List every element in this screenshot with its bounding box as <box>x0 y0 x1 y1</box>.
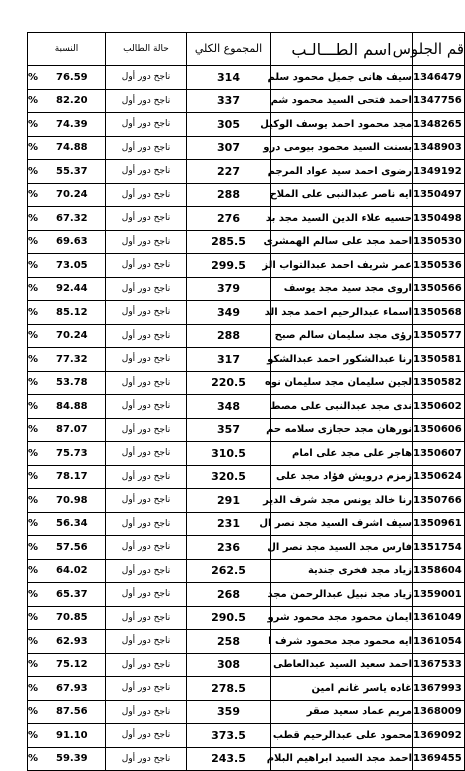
status-cell: ناجح دور أول <box>106 700 187 724</box>
percent-value: 73.05 <box>56 259 88 271</box>
student-name-cell: احمد مجد السيد ابراهيم البلام <box>271 747 413 771</box>
percent-value: 74.88 <box>56 142 88 154</box>
total-score-cell: 236 <box>187 536 271 560</box>
status-cell: ناجح دور أول <box>106 301 187 325</box>
percent-sign: % <box>28 95 39 107</box>
percent-value: 59.39 <box>56 753 88 765</box>
percent-sign: % <box>28 424 39 436</box>
percent-value: 92.44 <box>56 283 88 295</box>
student-name-cell: مريم عماد سعيد صقر <box>271 700 413 724</box>
student-name-cell: مجد محمود احمد يوسف الوكيل <box>271 113 413 137</box>
seat-number-cell: 1346479 <box>413 66 465 90</box>
seat-number-cell: 1350602 <box>413 395 465 419</box>
total-score-cell: 227 <box>187 160 271 184</box>
percent-value: 64.02 <box>56 565 88 577</box>
status-cell: ناجح دور أول <box>106 559 187 583</box>
student-name-cell: احمد فتحى السيد محمود شم <box>271 89 413 113</box>
status-cell: ناجح دور أول <box>106 747 187 771</box>
total-score-cell: 373.5 <box>187 724 271 748</box>
percent-cell <box>28 677 106 701</box>
percent-sign: % <box>28 565 39 577</box>
total-score-cell: 379 <box>187 277 271 301</box>
percent-value: 55.37 <box>56 165 88 177</box>
seat-number-cell: 1350624 <box>413 465 465 489</box>
percent-cell <box>28 207 106 231</box>
status-cell: ناجح دور أول <box>106 442 187 466</box>
table-row <box>28 606 465 630</box>
table-row <box>28 136 465 160</box>
total-score-cell: 268 <box>187 583 271 607</box>
table-row <box>28 559 465 583</box>
table-row <box>28 465 465 489</box>
table-row <box>28 724 465 748</box>
student-name-cell: نورهان مجد حجازى سلامه حم <box>271 418 413 442</box>
percent-sign: % <box>28 659 39 671</box>
status-cell: ناجح دور أول <box>106 536 187 560</box>
table-row <box>28 301 465 325</box>
table-row <box>28 630 465 654</box>
percent-value: 91.10 <box>56 729 88 741</box>
percent-sign: % <box>28 306 39 318</box>
table-row <box>28 348 465 372</box>
percent-sign: % <box>28 706 39 718</box>
percent-cell <box>28 371 106 395</box>
percent-value: 70.98 <box>56 494 88 506</box>
percent-cell <box>28 230 106 254</box>
status-cell: ناجح دور أول <box>106 183 187 207</box>
status-cell: ناجح دور أول <box>106 653 187 677</box>
percent-value: 53.78 <box>56 377 88 389</box>
total-score-cell: 288 <box>187 324 271 348</box>
status-cell: ناجح دور أول <box>106 254 187 278</box>
table-row <box>28 489 465 513</box>
seat-number-cell: 1361054 <box>413 630 465 654</box>
student-name-cell: اسماء عبدالرحيم احمد مجد الد <box>271 301 413 325</box>
percent-sign: % <box>28 588 39 600</box>
status-cell: ناجح دور أول <box>106 136 187 160</box>
table-row <box>28 418 465 442</box>
percent-sign: % <box>28 635 39 647</box>
percent-sign: % <box>28 212 39 224</box>
percent-value: 85.12 <box>56 306 88 318</box>
seat-number-cell: 1350536 <box>413 254 465 278</box>
seat-number-cell: 1350530 <box>413 230 465 254</box>
percent-cell <box>28 301 106 325</box>
total-score-cell: 349 <box>187 301 271 325</box>
student-name-cell: احمد سعيد السيد عبدالعاطى <box>271 653 413 677</box>
student-name-cell: سيف هانى جميل محمود سلم <box>271 66 413 90</box>
total-score-cell: 262.5 <box>187 559 271 583</box>
percent-value: 84.88 <box>56 400 88 412</box>
total-score-cell: 290.5 <box>187 606 271 630</box>
status-cell: ناجح دور أول <box>106 160 187 184</box>
percent-sign: % <box>28 753 39 765</box>
seat-number-cell: 1350606 <box>413 418 465 442</box>
total-score-cell: 285.5 <box>187 230 271 254</box>
percent-value: 65.37 <box>56 588 88 600</box>
header-percent: النسبة <box>28 33 106 66</box>
percent-sign: % <box>28 400 39 412</box>
total-score-cell: 308 <box>187 653 271 677</box>
student-name-cell: زياد مجد نبيل عبدالرحمن مجد <box>271 583 413 607</box>
seat-number-cell: 1350566 <box>413 277 465 301</box>
status-cell: ناجح دور أول <box>106 395 187 419</box>
seat-number-cell: 1350607 <box>413 442 465 466</box>
percent-cell <box>28 583 106 607</box>
table-row <box>28 277 465 301</box>
total-score-cell: 357 <box>187 418 271 442</box>
percent-value: 87.56 <box>56 706 88 718</box>
percent-sign: % <box>28 165 39 177</box>
student-name-cell: زياد مجد فخرى جندية <box>271 559 413 583</box>
student-name-cell: رنا خالد يونس مجد شرف الدير <box>271 489 413 513</box>
seat-number-cell: 1361049 <box>413 606 465 630</box>
status-cell: ناجح دور أول <box>106 489 187 513</box>
status-cell: ناجح دور أول <box>106 512 187 536</box>
table-row <box>28 207 465 231</box>
student-name-cell: عمر شريف احمد عبدالتواب الز <box>271 254 413 278</box>
percent-cell <box>28 489 106 513</box>
percent-sign: % <box>28 118 39 130</box>
percent-value: 78.17 <box>56 471 88 483</box>
table-row <box>28 254 465 278</box>
percent-sign: % <box>28 518 39 530</box>
total-score-cell: 291 <box>187 489 271 513</box>
table-row <box>28 89 465 113</box>
total-score-cell: 278.5 <box>187 677 271 701</box>
percent-cell <box>28 277 106 301</box>
percent-cell <box>28 700 106 724</box>
status-cell: ناجح دور أول <box>106 324 187 348</box>
seat-number-cell: 1350961 <box>413 512 465 536</box>
status-cell: ناجح دور أول <box>106 113 187 137</box>
percent-cell <box>28 418 106 442</box>
percent-value: 74.39 <box>56 118 88 130</box>
student-name-cell: سيف اشرف السيد مجد نصر ال <box>271 512 413 536</box>
percent-sign: % <box>28 142 39 154</box>
seat-number-cell: 1348265 <box>413 113 465 137</box>
percent-value: 70.85 <box>56 612 88 624</box>
results-table <box>27 32 465 771</box>
percent-sign: % <box>28 729 39 741</box>
total-score-cell: 231 <box>187 512 271 536</box>
table-row <box>28 442 465 466</box>
percent-value: 69.63 <box>56 236 88 248</box>
status-cell: ناجح دور أول <box>106 89 187 113</box>
header-student-name: اسم الطـــالـب <box>271 33 413 66</box>
header-row <box>28 33 465 66</box>
percent-sign: % <box>28 447 39 459</box>
percent-cell <box>28 254 106 278</box>
seat-number-cell: 1348903 <box>413 136 465 160</box>
total-score-cell: 359 <box>187 700 271 724</box>
seat-number-cell: 1367993 <box>413 677 465 701</box>
table-row <box>28 677 465 701</box>
status-cell: ناجح دور أول <box>106 230 187 254</box>
student-name-cell: ايمان محمود مجد محمود شرو <box>271 606 413 630</box>
percent-cell <box>28 536 106 560</box>
seat-number-cell: 1368009 <box>413 700 465 724</box>
percent-sign: % <box>28 259 39 271</box>
seat-number-cell: 1350766 <box>413 489 465 513</box>
student-name-cell: رضوى احمد سيد عواد المرجم <box>271 160 413 184</box>
header-total: المجموع الكلي <box>187 33 271 66</box>
percent-sign: % <box>28 471 39 483</box>
student-name-cell: حسيه علاء الدين السيد مجد بد <box>271 207 413 231</box>
percent-sign: % <box>28 236 39 248</box>
header-status: حالة الطالب <box>106 33 187 66</box>
student-name-cell: رنا عبدالشكور احمد عبدالشكو <box>271 348 413 372</box>
table-header <box>28 33 465 66</box>
total-score-cell: 299.5 <box>187 254 271 278</box>
percent-value: 57.56 <box>56 541 88 553</box>
table-row <box>28 583 465 607</box>
percent-cell <box>28 136 106 160</box>
status-cell: ناجح دور أول <box>106 583 187 607</box>
table-body <box>28 66 465 771</box>
percent-sign: % <box>28 494 39 506</box>
table-row <box>28 113 465 137</box>
percent-cell <box>28 442 106 466</box>
percent-value: 67.32 <box>56 212 88 224</box>
percent-cell <box>28 89 106 113</box>
student-name-cell: اروى مجد سيد مجد يوسف <box>271 277 413 301</box>
student-name-cell: محمود على عبدالرحيم قطب <box>271 724 413 748</box>
percent-cell <box>28 183 106 207</box>
table-row <box>28 160 465 184</box>
table-row <box>28 747 465 771</box>
status-cell: ناجح دور أول <box>106 465 187 489</box>
table-row <box>28 536 465 560</box>
status-cell: ناجح دور أول <box>106 207 187 231</box>
percent-cell <box>28 66 106 90</box>
percent-value: 70.24 <box>56 330 88 342</box>
status-cell: ناجح دور أول <box>106 418 187 442</box>
seat-number-cell: 1350582 <box>413 371 465 395</box>
status-cell: ناجح دور أول <box>106 606 187 630</box>
total-score-cell: 320.5 <box>187 465 271 489</box>
total-score-cell: 220.5 <box>187 371 271 395</box>
total-score-cell: 310.5 <box>187 442 271 466</box>
percent-cell <box>28 113 106 137</box>
percent-value: 82.20 <box>56 95 88 107</box>
total-score-cell: 348 <box>187 395 271 419</box>
percent-sign: % <box>28 189 39 201</box>
seat-number-cell: 1347756 <box>413 89 465 113</box>
percent-value: 87.07 <box>56 424 88 436</box>
percent-sign: % <box>28 377 39 389</box>
table-row <box>28 395 465 419</box>
status-cell: ناجح دور أول <box>106 724 187 748</box>
total-score-cell: 314 <box>187 66 271 90</box>
percent-sign: % <box>28 330 39 342</box>
percent-cell <box>28 465 106 489</box>
table-row <box>28 66 465 90</box>
total-score-cell: 317 <box>187 348 271 372</box>
percent-value: 70.24 <box>56 189 88 201</box>
status-cell: ناجح دور أول <box>106 677 187 701</box>
percent-value: 75.73 <box>56 447 88 459</box>
seat-number-cell: 1351754 <box>413 536 465 560</box>
status-cell: ناجح دور أول <box>106 630 187 654</box>
percent-cell <box>28 724 106 748</box>
percent-cell <box>28 512 106 536</box>
percent-sign: % <box>28 353 39 365</box>
table-row <box>28 700 465 724</box>
seat-number-cell: 1358604 <box>413 559 465 583</box>
total-score-cell: 305 <box>187 113 271 137</box>
percent-value: 77.32 <box>56 353 88 365</box>
student-name-cell: لجين سليمان مجد سليمان نوه <box>271 371 413 395</box>
percent-sign: % <box>28 682 39 694</box>
seat-number-cell: 1369092 <box>413 724 465 748</box>
percent-cell <box>28 630 106 654</box>
student-name-cell: هاجر على مجد على امام <box>271 442 413 466</box>
student-name-cell: فارس مجد السيد مجد نصر ال <box>271 536 413 560</box>
total-score-cell: 307 <box>187 136 271 160</box>
percent-sign: % <box>28 283 39 295</box>
seat-number-cell: 1359001 <box>413 583 465 607</box>
percent-value: 56.34 <box>56 518 88 530</box>
seat-number-cell: 1349192 <box>413 160 465 184</box>
status-cell: ناجح دور أول <box>106 371 187 395</box>
percent-cell <box>28 606 106 630</box>
seat-number-cell: 1350568 <box>413 301 465 325</box>
table-row <box>28 230 465 254</box>
seat-number-cell: 1350498 <box>413 207 465 231</box>
total-score-cell: 258 <box>187 630 271 654</box>
percent-value: 76.59 <box>56 71 88 83</box>
seat-number-cell: 1350577 <box>413 324 465 348</box>
status-cell: ناجح دور أول <box>106 348 187 372</box>
student-name-cell: غاده ياسر غانم امين <box>271 677 413 701</box>
status-cell: ناجح دور أول <box>106 66 187 90</box>
percent-value: 62.93 <box>56 635 88 647</box>
percent-cell <box>28 747 106 771</box>
percent-cell <box>28 348 106 372</box>
student-name-cell: بسنت السيد محمود بيومى درو <box>271 136 413 160</box>
total-score-cell: 276 <box>187 207 271 231</box>
table-row <box>28 371 465 395</box>
student-name-cell: زمزم درويش فؤاد مجد على <box>271 465 413 489</box>
percent-cell <box>28 559 106 583</box>
percent-sign: % <box>28 541 39 553</box>
percent-cell <box>28 324 106 348</box>
percent-sign: % <box>28 71 39 83</box>
student-name-cell: ندى مجد عبدالنبى على مصط <box>271 395 413 419</box>
table-row <box>28 324 465 348</box>
table-row <box>28 183 465 207</box>
percent-cell <box>28 653 106 677</box>
percent-sign: % <box>28 612 39 624</box>
total-score-cell: 243.5 <box>187 747 271 771</box>
student-name-cell: احمد مجد على سالم الهمشرى <box>271 230 413 254</box>
seat-number-cell: 1367533 <box>413 653 465 677</box>
percent-cell <box>28 160 106 184</box>
total-score-cell: 288 <box>187 183 271 207</box>
percent-value: 67.93 <box>56 682 88 694</box>
seat-number-cell: 1369455 <box>413 747 465 771</box>
table-row <box>28 512 465 536</box>
total-score-cell: 337 <box>187 89 271 113</box>
table-row <box>28 653 465 677</box>
percent-value: 75.12 <box>56 659 88 671</box>
seat-number-cell: 1350581 <box>413 348 465 372</box>
student-name-cell: رؤى مجد سليمان سالم صبح <box>271 324 413 348</box>
student-name-cell: ايه ناصر عبدالنبى على الملاح <box>271 183 413 207</box>
seat-number-cell: 1350497 <box>413 183 465 207</box>
percent-cell <box>28 395 106 419</box>
header-seat-number: قم الجلوس <box>413 33 465 66</box>
status-cell: ناجح دور أول <box>106 277 187 301</box>
student-name-cell: ايه محمود مجد محمود شرف ا <box>271 630 413 654</box>
